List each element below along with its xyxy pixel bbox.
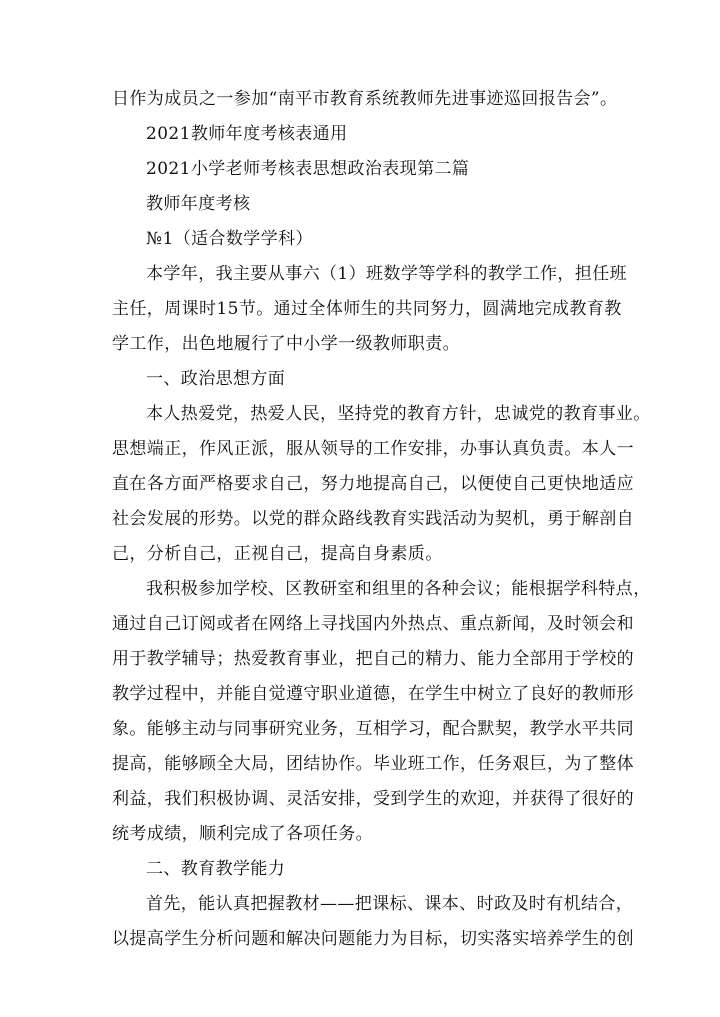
- paragraph-line: 思想端正，作风正派，服从领导的工作安排，办事认真负责。本人一: [112, 439, 634, 459]
- paragraph-line: 直在各方面严格要求自己，努力地提高自己，以便使自己更快地适应: [112, 474, 634, 494]
- heading-line: №1（适合数学学科）: [146, 229, 313, 249]
- paragraph-line: 通过自己订阅或者在网络上寻找国内外热点、重点新闻，及时领会和: [112, 614, 634, 634]
- paragraph-line: 日作为成员之一参加“南平市教育系统教师先进事迹巡回报告会”。: [112, 89, 618, 109]
- paragraph-line: 本人热爱党，热爱人民，坚持党的教育方针，忠诚党的教育事业。: [146, 404, 651, 424]
- paragraph-line: 以提高学生分析问题和解决问题能力为目标，切实落实培养学生的创: [112, 929, 634, 949]
- paragraph-line: 我积极参加学校、区教研室和组里的各种会议；能根据学科特点，: [146, 579, 651, 599]
- paragraph-line: 统考成绩，顺利完成了各项任务。: [112, 824, 373, 844]
- paragraph-line: 用于教学辅导；热爱教育事业，把自己的精力、能力全部用于学校的: [112, 649, 634, 669]
- paragraph-line: 象。能够主动与同事研究业务，互相学习，配合默契，教学水平共同: [112, 719, 634, 739]
- heading-line: 2021教师年度考核表通用: [146, 124, 348, 144]
- paragraph-line: 社会发展的形势。以党的群众路线教育实践活动为契机，勇于解剖自: [112, 509, 634, 529]
- heading-line: 教师年度考核: [146, 194, 251, 214]
- paragraph-line: 主任，周课时15节。通过全体师生的共同努力，圆满地完成教育教: [112, 299, 622, 319]
- paragraph-line: 提高，能够顾全大局，团结协作。毕业班工作，任务艰巨，为了整体: [112, 754, 634, 774]
- paragraph-line: 教学过程中，并能自觉遵守职业道德，在学生中树立了良好的教师形: [112, 684, 634, 704]
- paragraph-line: 己，分析自己，正视自己，提高自身素质。: [112, 544, 443, 564]
- paragraph-line: 本学年，我主要从事六（1）班数学等学科的教学工作，担任班: [146, 264, 628, 284]
- paragraph-line: 学工作，出色地履行了中小学一级教师职责。: [112, 334, 460, 354]
- paragraph-line: 利益，我们积极协调、灵活安排，受到学生的欢迎，并获得了很好的: [112, 789, 634, 809]
- section-heading: 一、政治思想方面: [146, 369, 286, 389]
- heading-line: 2021小学老师考核表思想政治表现第二篇: [146, 159, 470, 179]
- section-heading: 二、教育教学能力: [146, 859, 286, 879]
- paragraph-line: 首先，能认真把握教材——把课标、课本、时政及时有机结合，: [146, 894, 634, 914]
